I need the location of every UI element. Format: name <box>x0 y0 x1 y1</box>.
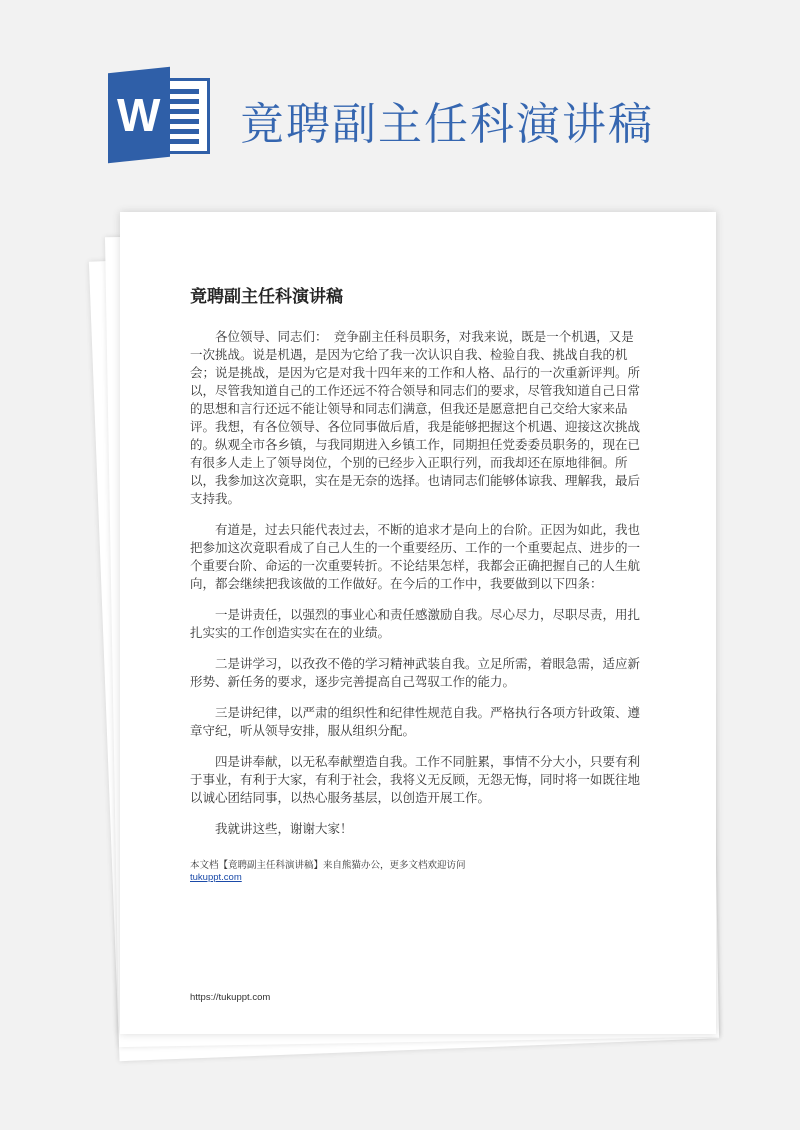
page-title: 竟聘副主任科演讲稿 <box>190 287 343 307</box>
word-document-icon <box>108 70 212 160</box>
word-logo-letter: W <box>117 89 161 142</box>
paragraph: 一是讲责任，以强烈的事业心和责任感激励自我。尽心尽力，尽职尽责，用扎扎实实的工作创造实实在在的业绩。 <box>190 607 641 640</box>
footnote-link[interactable]: tukuppt.com <box>190 872 242 883</box>
source-footnote <box>190 860 466 884</box>
paragraph: 四是讲奉献，以无私奉献塑造自我。工作不同脏累，事情不分大小，只要有利于事业，有利于大家，有利于社会，我将义无反顾，无怨无悔，同时将一如既往地以诚心团结同事，以热心服务基层，以创造开展工作。 <box>190 754 641 805</box>
word-logo-badge <box>108 67 170 164</box>
paragraph: 各位领导、同志们： 竞争副主任科员职务，对我来说，既是一个机遇，又是一次挑战。说是机遇，是因为它给了我一次认识自我、检验自我、挑战自我的机会；说是挑战，是因为它是对我十四年来的工作和人格、品行的一次重新评判。所以，尽管我知道自己的工作还远不符合领导和同志们的要求，尽管我知道自己日常的思想和言行还远不能让领导和同志们满意，但我还是愿意把自己交给大家来品评。我想，有各位领导、各位同事做后盾，我是能够把握这个机遇、迎接这次挑战的。纵观全市各乡镇，与我同期进入乡镇工作，同期担任党委委员职务的，现在已有很多人走上了领导岗位，个别的已经步入正职行列，而我却还在原地徘徊。所以，我参加这次竟职，实在是无奈的选择。也请同志们能够体谅我、理解我，最后支持我。 <box>190 329 641 506</box>
paragraph: 我就讲这些，谢谢大家！ <box>215 821 353 836</box>
footnote-text: 本文档【竟聘副主任科演讲稿】来自熊猫办公，更多文档欢迎访问 <box>190 860 466 871</box>
paragraph: 三是讲纪律，以严肃的组织性和纪律性规范自我。严格执行各项方针政策、遵章守纪，听从领导安排，服从组织分配。 <box>190 705 641 738</box>
paragraph: 二是讲学习，以孜孜不倦的学习精神武装自我。立足所需，着眼急需，适应新形势、新任务的要求，逐步完善提高自己驾驭工作的能力。 <box>190 656 641 689</box>
header-title: 竟聘副主任科演讲稿 <box>240 99 654 150</box>
paragraph: 有道是，过去只能代表过去，不断的追求才是向上的台阶。正因为如此，我也把参加这次竟职看成了自己人生的一个重要经历、工作的一个重要起点、进步的一个重要台阶、命运的一次重要转折。不论结果怎样，我都会正确把握自己的人生航向，都会继续把我该做的工作做好。在今后的工作中，我要做到以下四条： <box>190 522 641 591</box>
document-body <box>190 328 642 851</box>
footer-url[interactable]: https://tukuppt.com <box>190 992 271 1003</box>
document-page <box>120 212 716 1034</box>
header <box>0 0 800 190</box>
